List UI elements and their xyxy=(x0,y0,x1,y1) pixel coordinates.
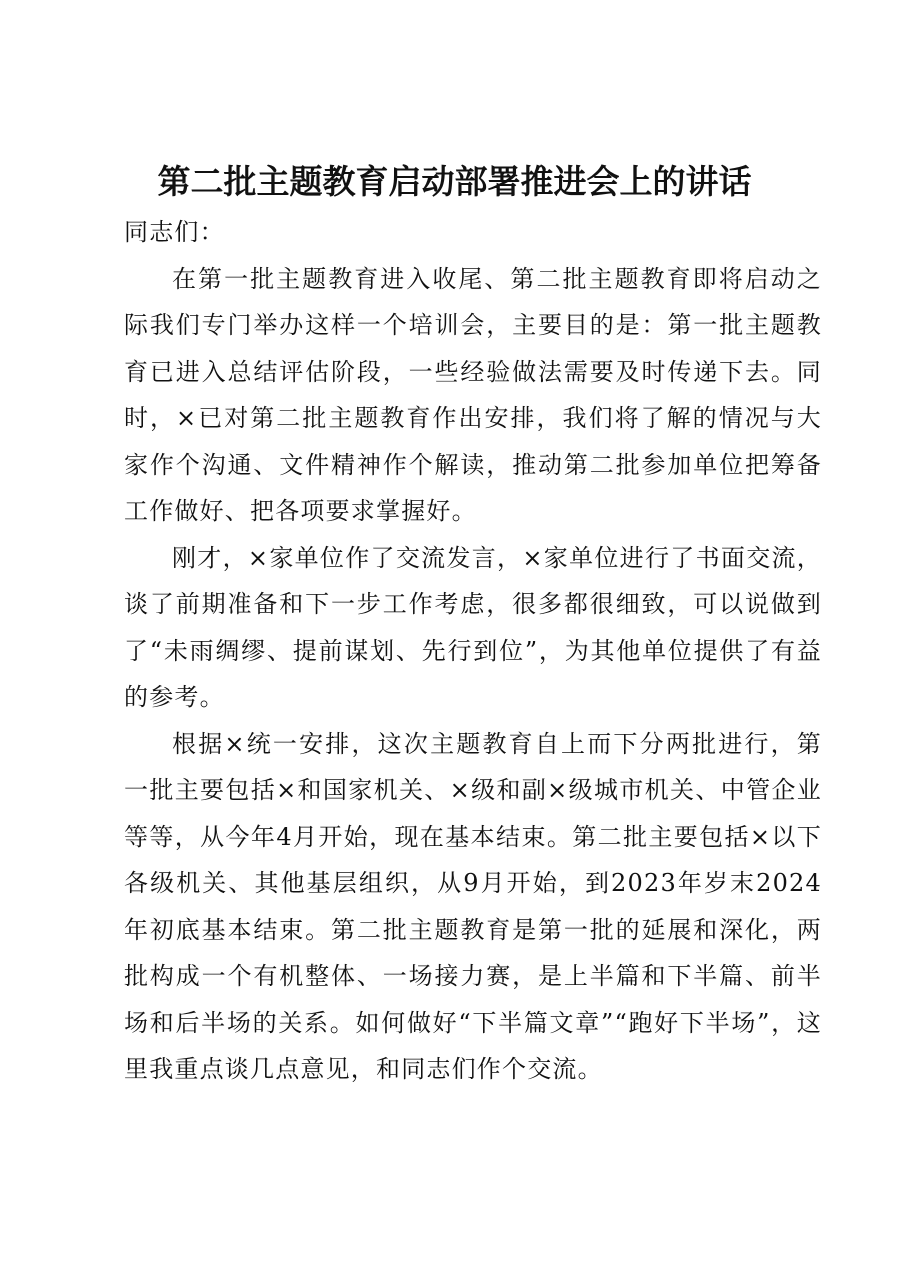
salutation: 同志们： xyxy=(124,218,225,246)
paragraph-2: 刚才，×家单位作了交流发言，×家单位进行了书面交流，谈了前期准备和下一步工作考虑，很多都很细致，可以说做到了“未雨绸缪、提前谋划、先行到位”，为其他单位提供了有益的参考。 xyxy=(124,543,822,711)
document-title: 第二批主题教育启动部署推进会上的讲话 xyxy=(157,162,752,201)
document-body xyxy=(124,209,822,1093)
paragraph-3: 根据×统一安排，这次主题教育自上而下分两批进行，第一批主要包括×和国家机关、×级和副×级城市机关、中管企业等等，从今年4月开始，现在基本结束。第二批主要包括×以下各级机关、其他基层组织，从9月开始，到2023年岁末2024年初底基本结束。第二批主题教育是第一批的延展和深化，两批构成一个有机整体、一场接力赛，是上半篇和下半篇、前半场和后半场的关系。如何做好“下半篇文章”“跑好下半场”，这里我重点谈几点意见，和同志们作个交流。 xyxy=(124,729,822,1083)
paragraph-1: 在第一批主题教育进入收尾、第二批主题教育即将启动之际我们专门举办这样一个培训会，主要目的是：第一批主题教育已进入总结评估阶段，一些经验做法需要及时传递下去。同时，×已对第二批主题教育作出安排，我们将了解的情况与大家作个沟通、文件精神作个解读，推动第二批参加单位把筹备工作做好、把各项要求掌握好。 xyxy=(124,264,822,525)
